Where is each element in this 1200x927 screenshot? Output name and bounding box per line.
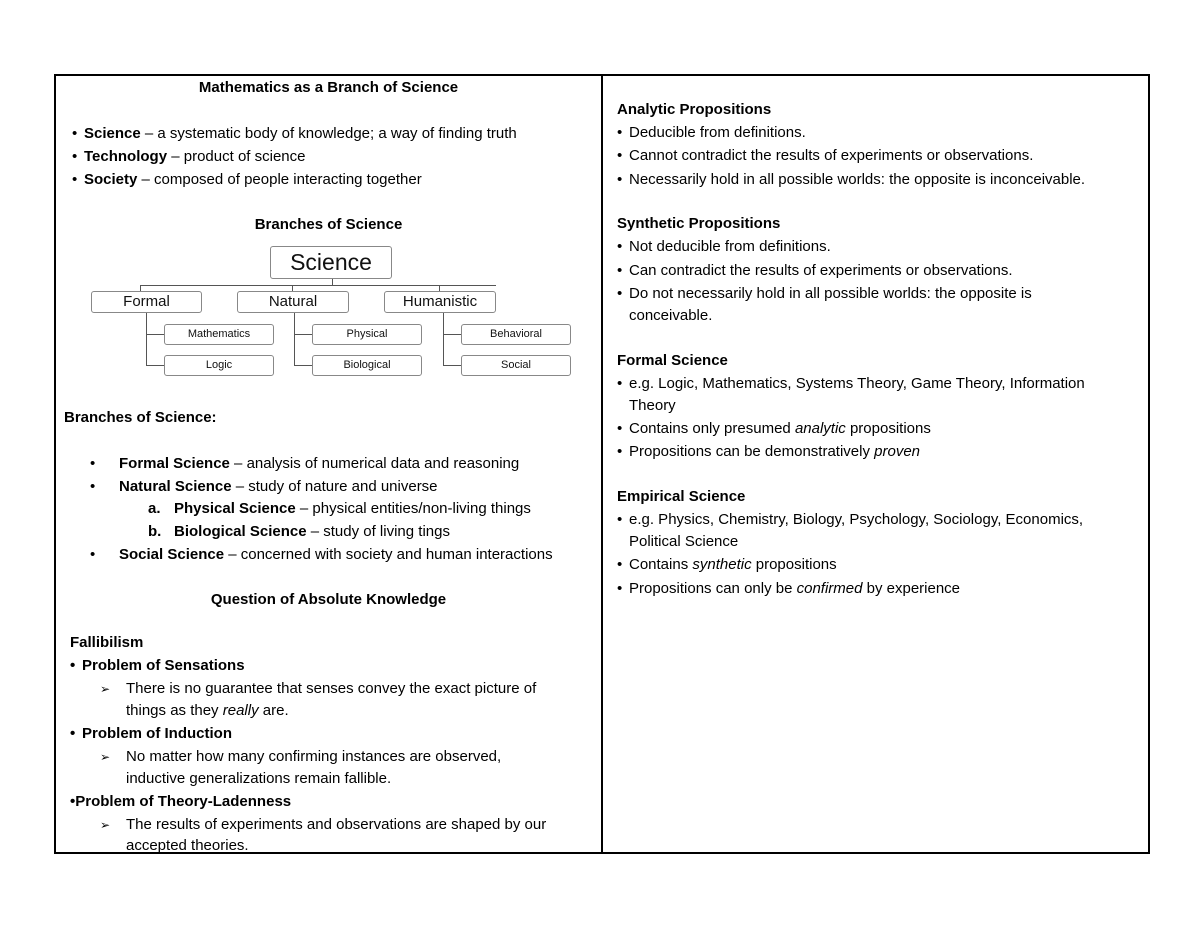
bullet: • bbox=[617, 556, 623, 573]
tree-node-mathematics: Mathematics bbox=[164, 324, 274, 345]
empirical-science-title: Empirical Science bbox=[617, 488, 746, 505]
bullet: • bbox=[90, 478, 96, 495]
empirical-eg-cont: Political Science bbox=[629, 533, 739, 550]
bullet: • bbox=[617, 285, 623, 302]
theory-text-1: ➢ The results of experiments and observations are shaped by our bbox=[100, 816, 547, 833]
bullet: • bbox=[617, 124, 623, 141]
problem-sensations: • Problem of Sensations bbox=[70, 657, 245, 674]
tree-node-logic: Logic bbox=[164, 355, 274, 376]
analytic-title: Analytic Propositions bbox=[617, 101, 772, 118]
synthetic-item-cont: conceivable. bbox=[629, 307, 713, 324]
def-technology: • Technology – product of science bbox=[72, 148, 306, 165]
induction-text-2: inductive generalizations remain fallible. bbox=[126, 770, 392, 787]
induction-text-1: ➢ No matter how many confirming instances are observed, bbox=[100, 748, 502, 765]
tree-node-humanistic: Humanistic bbox=[384, 291, 496, 313]
problem-induction: • Problem of Induction bbox=[70, 725, 232, 742]
arrow-bullet-icon: ➢ bbox=[100, 750, 111, 764]
synthetic-item: • Not deducible from definitions. bbox=[617, 238, 831, 255]
list-physical: a. Physical Science – physical entities/non-living things bbox=[148, 500, 531, 517]
synthetic-item: • Can contradict the results of experiments or observations. bbox=[617, 262, 1013, 279]
bullet: • bbox=[72, 125, 78, 142]
list-biological: b. Biological Science – study of living tings bbox=[148, 523, 450, 540]
bullet: • bbox=[617, 262, 623, 279]
bullet: • bbox=[70, 725, 76, 742]
arrow-bullet-icon: ➢ bbox=[100, 818, 111, 832]
formal-contains: • Contains only presumed analytic propositions bbox=[617, 420, 931, 437]
tree-node-physical: Physical bbox=[312, 324, 422, 345]
branches-title: Branches of Science bbox=[254, 216, 403, 233]
bullet: • bbox=[90, 455, 96, 472]
sensations-text-2: things as they really are. bbox=[126, 702, 289, 719]
document-frame bbox=[54, 74, 1150, 854]
list-social: • Social Science – concerned with society and human interactions bbox=[90, 546, 553, 563]
branches-diagram bbox=[86, 246, 576, 381]
bullet: • bbox=[617, 443, 623, 460]
tree-node-formal: Formal bbox=[91, 291, 202, 313]
bullet: • bbox=[617, 147, 623, 164]
formal-eg-cont: Theory bbox=[629, 397, 676, 414]
analytic-item: • Deducible from definitions. bbox=[617, 124, 806, 141]
formal-science-title: Formal Science bbox=[617, 352, 728, 369]
bullet: • bbox=[90, 546, 96, 563]
branches-heading: Branches of Science: bbox=[64, 409, 217, 426]
tree-node-social: Social bbox=[461, 355, 571, 376]
main-title: Mathematics as a Branch of Science bbox=[198, 79, 459, 96]
list-formal: • Formal Science – analysis of numerical data and reasoning bbox=[90, 455, 520, 472]
question-title: Question of Absolute Knowledge bbox=[210, 591, 447, 608]
bullet: • bbox=[617, 171, 623, 188]
bullet: • bbox=[617, 420, 623, 437]
formal-eg: • e.g. Logic, Mathematics, Systems Theory, Game Theory, Information bbox=[617, 375, 1085, 392]
right-column bbox=[603, 76, 1148, 852]
empirical-confirmed: • Propositions can only be confirmed by experience bbox=[617, 580, 961, 597]
theory-text-2: accepted theories. bbox=[126, 837, 249, 854]
empirical-contains: • Contains synthetic propositions bbox=[617, 556, 837, 573]
analytic-item: • Necessarily hold in all possible worlds: the opposite is inconceivable. bbox=[617, 171, 1086, 188]
list-natural: • Natural Science – study of nature and universe bbox=[90, 478, 438, 495]
def-society: • Society – composed of people interacting together bbox=[72, 171, 422, 188]
arrow-bullet-icon: ➢ bbox=[100, 682, 111, 696]
bullet: • bbox=[72, 171, 78, 188]
tree-node-natural: Natural bbox=[237, 291, 349, 313]
bullet: • bbox=[617, 511, 623, 528]
problem-theory: •Problem of Theory-Ladenness bbox=[70, 793, 292, 810]
synthetic-title: Synthetic Propositions bbox=[617, 215, 781, 232]
tree-node-behavioral: Behavioral bbox=[461, 324, 571, 345]
synthetic-item: • Do not necessarily hold in all possible worlds: the opposite is bbox=[617, 285, 1032, 302]
bullet: • bbox=[70, 657, 76, 674]
tree-node-science: Science bbox=[270, 246, 392, 279]
left-column bbox=[56, 76, 601, 852]
sensations-text-1: ➢ There is no guarantee that senses convey the exact picture of bbox=[100, 680, 537, 697]
def-science: • Science – a systematic body of knowledge; a way of finding truth bbox=[72, 125, 517, 142]
fallibilism-heading: Fallibilism bbox=[70, 634, 144, 651]
bullet: • bbox=[72, 148, 78, 165]
tree-node-biological: Biological bbox=[312, 355, 422, 376]
bullet: • bbox=[617, 580, 623, 597]
formal-proven: • Propositions can be demonstratively proven bbox=[617, 443, 921, 460]
bullet: • bbox=[617, 375, 623, 392]
bullet: • bbox=[617, 238, 623, 255]
empirical-eg: • e.g. Physics, Chemistry, Biology, Psychology, Sociology, Economics, bbox=[617, 511, 1084, 528]
analytic-item: • Cannot contradict the results of experiments or observations. bbox=[617, 147, 1034, 164]
